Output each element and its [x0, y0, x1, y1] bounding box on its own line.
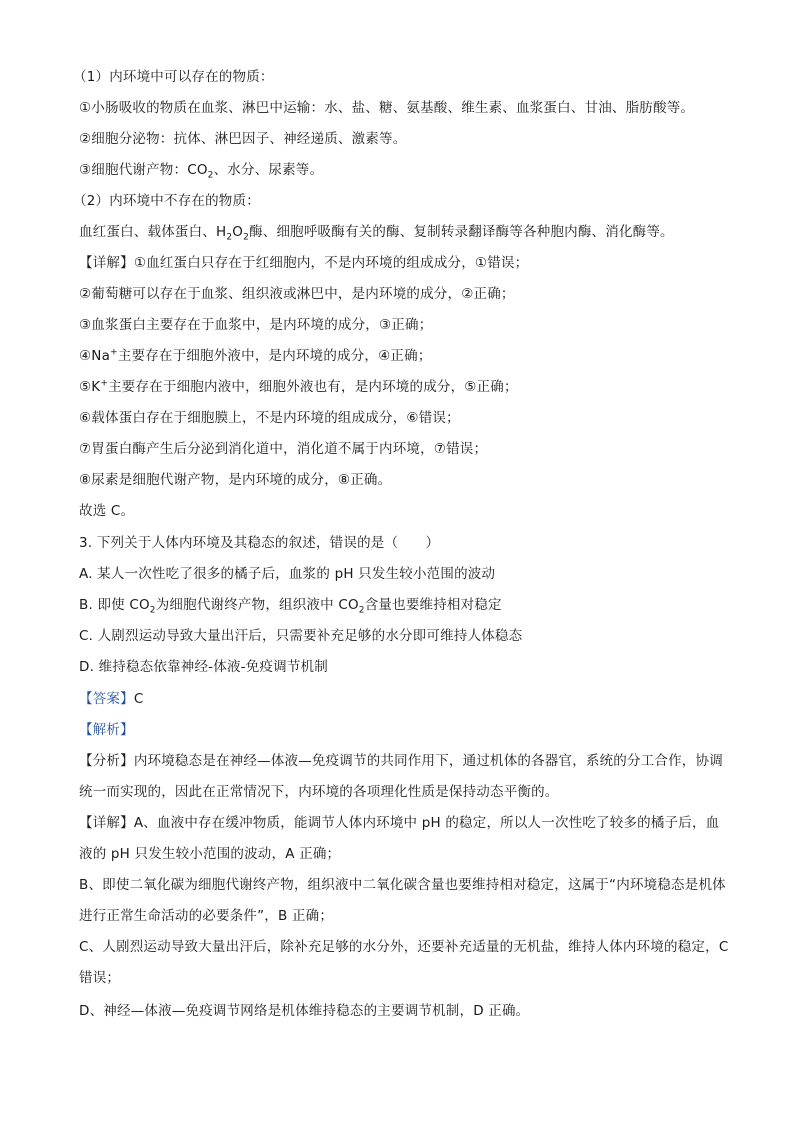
q2-detail-3: ③血浆蛋白主要存在于血浆中，是内环境的成分，③正确； — [79, 317, 433, 333]
answer-label: 【答案】 — [79, 691, 134, 707]
section1-item-3: ③细胞代谢产物：$CO_2$、水分、尿素等。 — [79, 162, 324, 181]
q2-detail-8: ⑧尿素是细胞代谢产物，是内环境的成分，⑧正确。 — [79, 472, 392, 488]
q2-detail-2: ②葡萄糖可以存在于血浆、组织液或淋巴中，是内环境的成分，②正确； — [79, 286, 515, 302]
q2-conclusion: 故选 C。 — [79, 503, 135, 519]
q3-detail-d: D、神经—体液—免疫调节网络是机体维持稳态的主要调节机制，D 正确。 — [79, 1003, 530, 1019]
q3-detail-a: 【详解】A、血液中存在缓冲物质，能调节人体内环境中 pH 的稳定，所以人一次性吃了较多的橘子后，血液的 pH 只发生较小范围的波动，A 正确； — [79, 815, 720, 862]
q2-detail-6: ⑥载体蛋白存在于细胞膜上，不是内环境的组成成分，⑥错误； — [79, 410, 460, 426]
q2-detail-5: ⑤K+主要存在于细胞内液中，细胞外液也有，是内环境的成分，⑤正确； — [79, 378, 518, 395]
q2-detail-7: ⑦胃蛋白酶产生后分泌到消化道中，消化道不属于内环境，⑦错误； — [79, 441, 488, 457]
q3-answer — [79, 690, 143, 708]
fenxi-label: 【分析】 — [79, 753, 134, 769]
q3-option-b: B. 即使 $CO_2$为细胞代谢终产物，组织液中 $CO_2$含量也要维持相对稳定 — [79, 597, 502, 616]
section2-heading: （2）内环境中不存在的物质： — [73, 193, 260, 209]
q3-detail-b: B、即使二氧化碳为细胞代谢终产物，组织液中二氧化碳含量也要维持相对稳定，这属于“内环境稳态是机体进行正常生命活动的必要条件”，B 正确； — [79, 877, 726, 924]
section1-item-1: ①小肠吸收的物质在血浆、淋巴中运输：水、盐、糖、氨基酸、维生素、血浆蛋白、甘油、脂肪酸等。 — [79, 100, 695, 116]
q3-detail-label: 【详解】 — [79, 815, 134, 831]
q3-option-d: D. 维持稳态依靠神经-体液-免疫调节机制 — [79, 659, 328, 675]
section1-heading: （1）内环境中可以存在的物质： — [73, 69, 274, 85]
q3-fenxi: 【分析】内环境稳态是在神经—体液—免疫调节的共同作用下，通过机体的各器官，系统的分工合作，协调统一而实现的，因此在正常情况下，内环境的各项理化性质是保持动态平衡的。 — [79, 753, 723, 800]
q3-stem: 3. 下列关于人体内环境及其稳态的叙述，错误的是（ ） — [79, 535, 440, 551]
q2-detail-1: 【详解】①血红蛋白只存在于红细胞内，不是内环境的组成成分，①错误； — [79, 255, 529, 271]
detail-label: 【详解】 — [79, 255, 134, 271]
q3-option-c: C. 人剧烈运动导致大量出汗后，只需要补充足够的水分即可维持人体稳态 — [79, 628, 523, 644]
q3-detail-c: C、人剧烈运动导致大量出汗后，除补充足够的水分外，还要补充适量的无机盐，维持人体内环境的稳定，C 错误； — [79, 939, 729, 986]
q3-option-a: A. 某人一次性吃了很多的橘子后，血浆的 pH 只发生较小范围的波动 — [79, 566, 496, 582]
section2-item-1: 血红蛋白、载体蛋白、$H_2O_2$酶、细胞呼吸酶有关的酶、复制转录翻译酶等各种胞内酶、消化酶等。 — [79, 224, 674, 243]
q2-detail-4: ④Na+主要存在于细胞外液中，是内环境的成分，④正确； — [79, 347, 432, 364]
answer-value: C — [133, 691, 144, 707]
q3-analysis-label: 【解析】 — [79, 722, 134, 738]
section1-item-2: ②细胞分泌物：抗体、淋巴因子、神经递质、激素等。 — [79, 131, 407, 147]
